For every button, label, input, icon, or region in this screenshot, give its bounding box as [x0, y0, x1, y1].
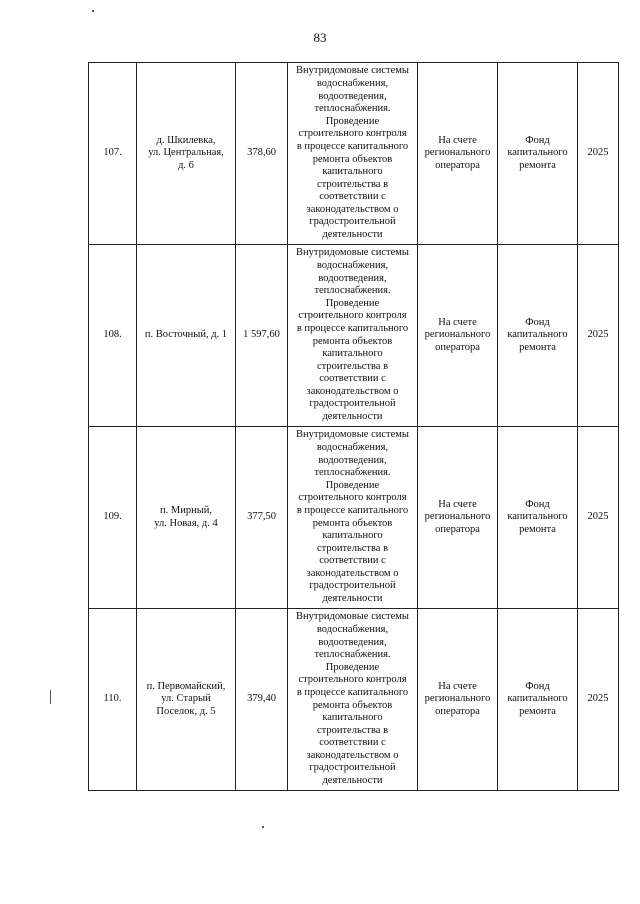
- area-cell: 378,60: [236, 63, 288, 245]
- table-row: [89, 609, 619, 791]
- funding-cell: Фонд капитального ремонта: [498, 609, 578, 791]
- year-cell: 2025: [578, 609, 619, 791]
- page-number: 83: [313, 30, 327, 45]
- scan-dot: [262, 826, 264, 828]
- works-cell: Внутридомовые системы водоснабжения, водоотведения, теплоснабжения. Проведение строительного контроля в процессе капитального ремонта объектов капитального строительства в соответствии с законодательством о градостроительной деятельности: [288, 245, 418, 427]
- scan-mark: [50, 690, 51, 704]
- table-row: [89, 427, 619, 609]
- account-cell: На счете регионального оператора: [418, 63, 498, 245]
- works-cell: Внутридомовые системы водоснабжения, водоотведения, теплоснабжения. Проведение строительного контроля в процессе капитального ремонта объектов капитального строительства в соответствии с законодательством о градостроительной деятельности: [288, 63, 418, 245]
- funding-cell: Фонд капитального ремонта: [498, 427, 578, 609]
- address-cell: п. Восточный, д. 1: [137, 245, 236, 427]
- row-number: 107.: [89, 63, 137, 245]
- address-cell: п. Мирный, ул. Новая, д. 4: [137, 427, 236, 609]
- address-cell: д. Шкилевка, ул. Центральная, д. 6: [137, 63, 236, 245]
- capital-repair-table: [88, 62, 619, 791]
- funding-cell: Фонд капитального ремонта: [498, 63, 578, 245]
- area-cell: 379,40: [236, 609, 288, 791]
- account-cell: На счете регионального оператора: [418, 245, 498, 427]
- row-number: 108.: [89, 245, 137, 427]
- row-number: 110.: [89, 609, 137, 791]
- account-cell: На счете регионального оператора: [418, 427, 498, 609]
- area-cell: 1 597,60: [236, 245, 288, 427]
- table-row: [89, 63, 619, 245]
- year-cell: 2025: [578, 245, 619, 427]
- year-cell: 2025: [578, 427, 619, 609]
- table-row: [89, 245, 619, 427]
- year-cell: 2025: [578, 63, 619, 245]
- scan-dot: [92, 10, 94, 12]
- account-cell: На счете регионального оператора: [418, 609, 498, 791]
- funding-cell: Фонд капитального ремонта: [498, 245, 578, 427]
- row-number: 109.: [89, 427, 137, 609]
- address-cell: п. Первомайский, ул. Старый Поселок, д. 5: [137, 609, 236, 791]
- works-cell: Внутридомовые системы водоснабжения, водоотведения, теплоснабжения. Проведение строительного контроля в процессе капитального ремонта объектов капитального строительства в соответствии с законодательством о градостроительной деятельности: [288, 427, 418, 609]
- works-cell: Внутридомовые системы водоснабжения, водоотведения, теплоснабжения. Проведение строительного контроля в процессе капитального ремонта объектов капитального строительства в соответствии с законодательством о градостроительной деятельности: [288, 609, 418, 791]
- area-cell: 377,50: [236, 427, 288, 609]
